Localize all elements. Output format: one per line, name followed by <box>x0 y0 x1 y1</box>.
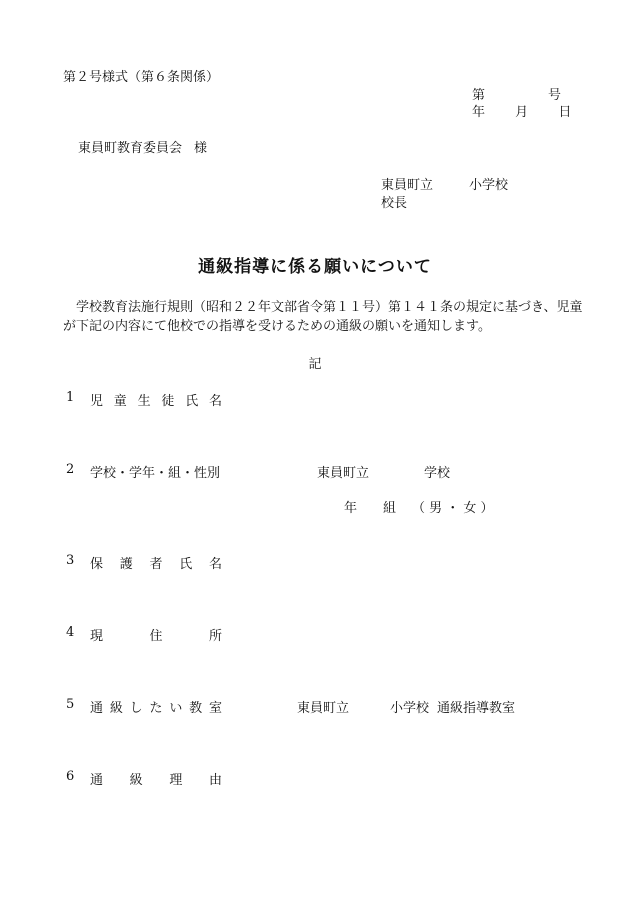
item-label-guardian-name: 保 護 者 氏 名 <box>90 557 222 572</box>
item2-gender: （ 男 ・ 女 ） <box>412 501 494 516</box>
item-number: 4 <box>66 625 75 640</box>
addressee-honorific: 様 <box>194 141 208 156</box>
item5-town: 東員町立 <box>297 701 350 716</box>
item-number: 6 <box>66 769 75 784</box>
doc-number-suffix: 号 <box>548 88 562 103</box>
item-label-address: 現 住 所 <box>90 629 222 644</box>
item2-class: 組 <box>383 501 397 516</box>
item-label-reason: 通 級 理 由 <box>90 773 222 788</box>
item-number: 5 <box>66 697 75 712</box>
item5-school: 小学校 <box>390 701 430 716</box>
item5-room: 通級指導教室 <box>437 701 516 716</box>
item-number: 3 <box>66 553 75 568</box>
sender-town: 東員町立 <box>381 178 434 193</box>
date-year: 年 <box>472 105 486 120</box>
item-label-desired-classroom: 通 級 し た い 教 室 <box>90 701 222 716</box>
item-label-school-grade: 学校・学年・組・性別 <box>90 466 221 481</box>
date-month: 月 <box>515 105 529 120</box>
doc-number-prefix: 第 <box>472 88 486 103</box>
form-number: 第２号様式（第６条関係） <box>63 70 220 85</box>
item2-town: 東員町立 <box>317 466 370 481</box>
sender-principal: 校長 <box>381 196 408 211</box>
item2-school: 学校 <box>424 466 451 481</box>
item-label-student-name: 児 童 生 徒 氏 名 <box>90 394 222 409</box>
item2-year: 年 <box>344 501 358 516</box>
document-title: 通級指導に係る願いについて <box>198 257 432 277</box>
addressee-name: 東員町教育委員会 <box>78 141 183 156</box>
sender-school-type: 小学校 <box>469 178 509 193</box>
body-paragraph: 学校教育法施行規則（昭和２２年文部省令第１１号）第１４１条の規定に基づき、児童が下記の内容にて他校での指導を受けるための通級の願いを通知します。 <box>63 300 583 334</box>
addressee <box>78 137 207 156</box>
date-day: 日 <box>558 105 572 120</box>
date-line <box>472 101 571 120</box>
sender-school <box>381 174 508 193</box>
item-number: 2 <box>66 462 75 477</box>
ki-marker: 記 <box>308 357 322 372</box>
item-number: 1 <box>66 390 75 405</box>
